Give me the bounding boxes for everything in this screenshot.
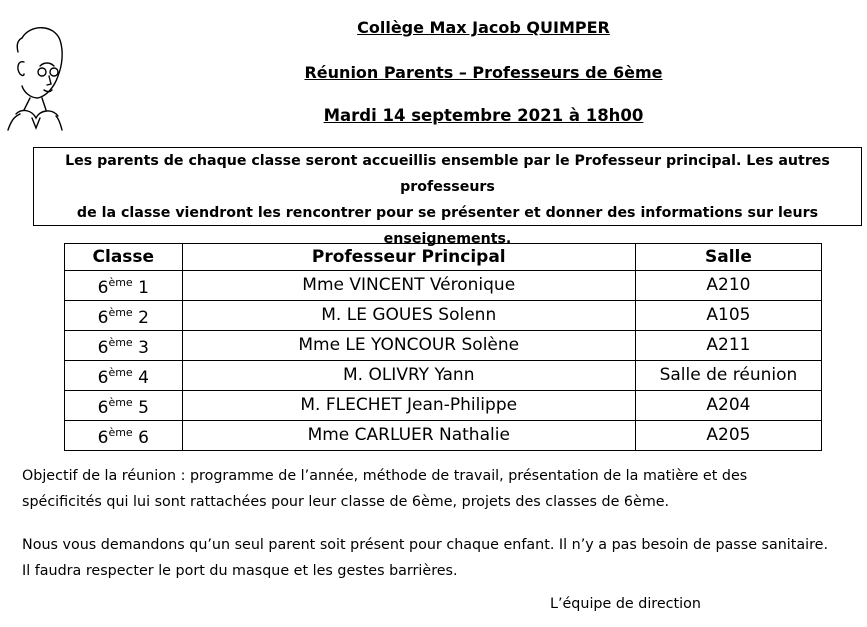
intro-line: enseignements. (383, 231, 512, 247)
meeting-title: Réunion Parents – Professeurs de 6ème (304, 63, 663, 82)
teacher-cell: Mme CARLUER Nathalie (182, 420, 635, 450)
class-cell: 6ème 3 (65, 330, 183, 360)
objective-paragraph (22, 463, 862, 515)
column-header-class: Classe (65, 244, 183, 271)
objective-line: Objectif de la réunion : programme de l’année, méthode de travail, présentation de la matière et des (22, 468, 748, 484)
class-cell: 6ème 2 (65, 300, 183, 330)
meeting-datetime: Mardi 14 septembre 2021 à 18h00 (323, 106, 644, 125)
teacher-cell: M. FLECHET Jean-Philippe (182, 390, 635, 420)
column-header-teacher: Professeur Principal (182, 244, 635, 271)
signature: L’équipe de direction (550, 596, 701, 612)
class-cell: 6ème 5 (65, 390, 183, 420)
room-cell: A204 (635, 390, 821, 420)
table-row (65, 360, 822, 390)
table-row (65, 420, 822, 450)
teacher-cell: M. OLIVRY Yann (182, 360, 635, 390)
intro-line: Les parents de chaque classe seront accueillis ensemble par le Professeur principal. Les autres professeurs (65, 153, 830, 195)
room-cell: A205 (635, 420, 821, 450)
intro-line: de la classe viendront les rencontrer pour se présenter et donner des informations sur leurs (76, 205, 819, 221)
intro-notice-box (33, 147, 862, 247)
table-row (65, 300, 822, 330)
room-cell: Salle de réunion (635, 360, 821, 390)
notice-line: Il faudra respecter le port du masque et les gestes barrières. (22, 563, 458, 579)
class-cell: 6ème 1 (65, 270, 183, 300)
notice-paragraph (22, 532, 862, 584)
column-header-room: Salle (635, 244, 821, 271)
notice-line: Nous vous demandons qu’un seul parent soit présent pour chaque enfant. Il n’y a pas besoin de passe sanitaire. (22, 537, 829, 553)
room-cell: A210 (635, 270, 821, 300)
table-header-row (65, 244, 822, 271)
table-row (65, 270, 822, 300)
class-teacher-table (64, 243, 822, 451)
class-cell: 6ème 4 (65, 360, 183, 390)
school-name: Collège Max Jacob QUIMPER (357, 18, 610, 37)
objective-line: spécificités qui lui sont rattachées pour leur classe de 6ème, projets des classes de 6ème. (22, 494, 670, 510)
teacher-cell: M. LE GOUES Solenn (182, 300, 635, 330)
table-row (65, 330, 822, 360)
teacher-cell: Mme LE YONCOUR Solène (182, 330, 635, 360)
class-cell: 6ème 6 (65, 420, 183, 450)
room-cell: A211 (635, 330, 821, 360)
teacher-cell: Mme VINCENT Véronique (182, 270, 635, 300)
room-cell: A105 (635, 300, 821, 330)
table-row (65, 390, 822, 420)
